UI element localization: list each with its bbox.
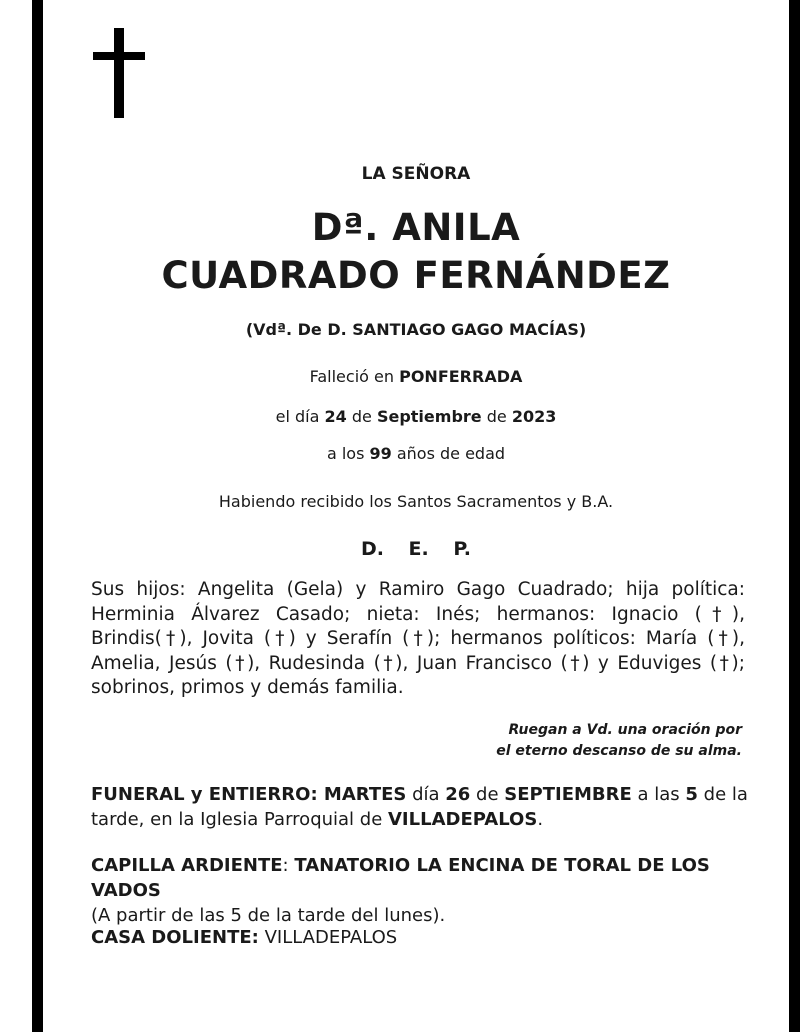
house-place: VILLADEPALOS — [264, 927, 398, 948]
deceased-name-line1: Dª. ANILA — [311, 206, 521, 249]
chapel-note: (A partir de las 5 de la tarde del lunes). — [91, 905, 446, 926]
cross-icon — [93, 28, 145, 120]
house-info: CASA DOLIENTE: VILLADEPALOS — [91, 927, 398, 948]
death-year: 2023 — [511, 407, 557, 426]
widow-of: (Vdª. De D. SANTIAGO GAGO MACÍAS) — [245, 320, 587, 339]
family-paragraph: Sus hijos: Angelita (Gela) y Ramiro Gago Cuadrado; hija política: Herminia Álvarez Casado; nieta: Inés; hermanos: Ignacio (†), Brindis(†), Jovita (†) y Serafín (†); hermanos políticos: María (†), Amelia, Jesús (†), Rudesinda (†), Juan Francisco (†) y Eduviges (†); sobrinos, primos y demás familia. — [91, 579, 745, 698]
chapel-info: CAPILLA ARDIENTE: TANATORIO LA ENCINA DE TORAL DE LOS VADOS (A partir de las 5 de la tarde del lunes). — [91, 855, 710, 926]
age: 99 — [369, 444, 392, 463]
dep: D. E. P. — [360, 538, 472, 560]
right-border — [789, 0, 800, 1032]
prayer-line-2: el eterno descanso de su alma. — [496, 743, 742, 759]
death-place: PONFERRADA — [399, 367, 523, 386]
prayer-line-1: Ruegan a Vd. una oración por — [508, 722, 742, 738]
left-border — [32, 0, 43, 1032]
sacraments-line: Habiendo recibido los Santos Sacramentos y B.A. — [218, 492, 614, 511]
funeral-info: FUNERAL y ENTIERRO: MARTES día 26 de SEPTIEMBRE a las 5 de la tarde, en la Iglesia Parroquial de VILLADEPALOS. — [91, 784, 748, 830]
death-month: Septiembre — [376, 407, 482, 426]
prayer-request — [400, 720, 742, 762]
death-place-line: Falleció en PONFERRADA — [309, 367, 523, 386]
age-line: a los 99 años de edad — [326, 444, 506, 463]
deceased-name-line2: CUADRADO FERNÁNDEZ — [161, 254, 671, 297]
heading: LA SEÑORA — [361, 164, 471, 184]
death-day: 24 — [324, 407, 347, 426]
death-date-line: el día 24 de Septiembre de 2023 — [275, 407, 557, 426]
